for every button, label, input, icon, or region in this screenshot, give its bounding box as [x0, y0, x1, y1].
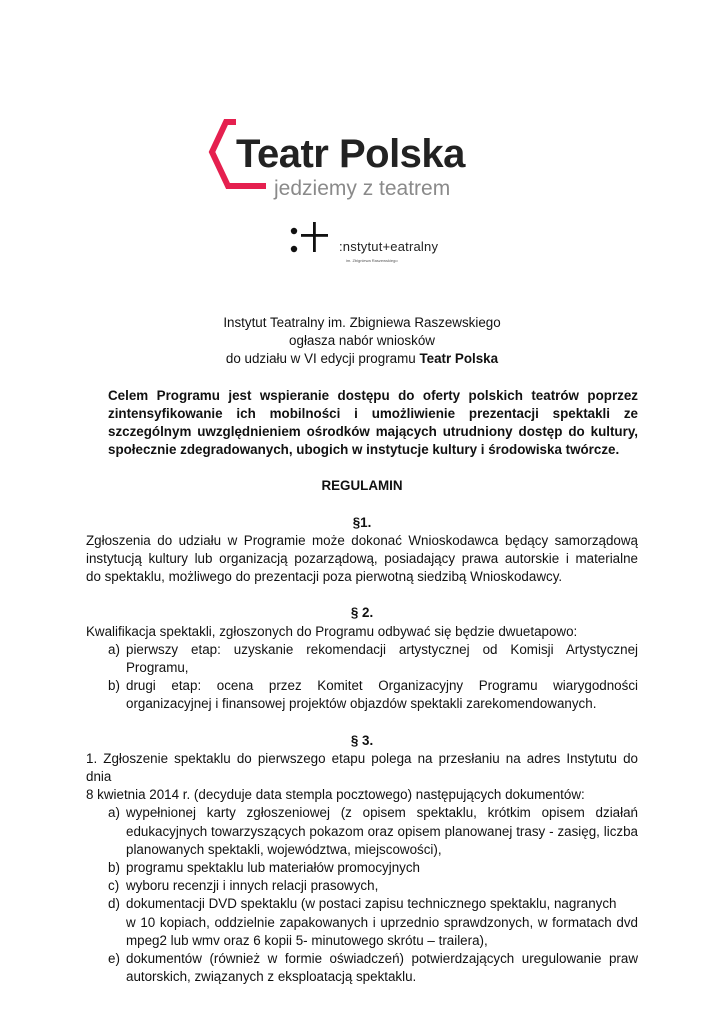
section-1-line-2: instytucją kultury lub organizacją pozarządową, posiadający prawa autorskie i materialne [86, 551, 638, 567]
section-1-line-1: Zgłoszenia do udziału w Programie może dokonać Wnioskodawca będący samorządową [86, 532, 638, 548]
regulamin-heading: REGULAMIN [321, 478, 403, 494]
section-1-heading: §1. [352, 514, 372, 530]
instytut-sub: im. Zbigniewa Raszewskiego [346, 258, 398, 263]
list-marker: d) [108, 896, 120, 912]
header-line-2: ogłasza nabór wniosków [289, 333, 435, 349]
list-item [86, 859, 638, 877]
instytut-teatralny-logo [284, 214, 484, 264]
list-item [86, 677, 638, 713]
section-3-list [86, 804, 638, 986]
list-item [86, 804, 638, 859]
list-item-text: programu spektaklu lub materiałów promocyjnych [126, 860, 420, 876]
header-line-3-prefix: do udziału w VI edycji programu [225, 351, 420, 367]
list-item [86, 950, 638, 986]
section-2-list [86, 641, 638, 714]
document-body [86, 314, 638, 987]
logo-subtitle: jedziemy z teatrem [274, 177, 451, 200]
list-marker: c) [108, 878, 120, 894]
list-item-text-line-1: dokumentacji DVD spektaklu (w postaci zapisu technicznego spektaklu, nagranych [126, 896, 617, 912]
section-2-intro: Kwalifikacja spektakli, zgłoszonych do Programu odbywać się będzie dwuetapowo: [86, 623, 578, 639]
teatr-polska-logo [206, 112, 506, 208]
list-marker: b) [108, 678, 120, 694]
list-item-text: wypełnionej karty zgłoszeniowej (z opisem spektaklu, krótkim opisem działań edukacyjnych towarzyszących pokazom oraz opisem planowanej trasy - zasięg, liczba planowanych spektakli, województwa, miejscowości), [126, 805, 638, 857]
instytut-name: :nstytut+eatralny [339, 239, 439, 254]
list-item-text-rest: w 10 kopiach, oddzielnie zapakowanych i uprzednio sprawdzonych, w formatach dvd mpeg2 lub wmv oraz 6 kopii 5- minutowego skrótu – trailera), [126, 914, 638, 948]
list-marker: a) [108, 805, 120, 821]
list-item [86, 895, 638, 950]
section-3-intro-line-2: 8 kwietnia 2014 r. (decyduje data stempla pocztowego) następujących dokumentów: [86, 787, 585, 803]
header-line-1: Instytut Teatralny im. Zbigniewa Raszewskiego [223, 315, 501, 330]
header-line-3 [86, 350, 638, 368]
logo-title: Teatr Polska [236, 132, 465, 176]
list-marker: a) [108, 641, 120, 657]
section-3-heading: § 3. [350, 732, 374, 748]
section-3-intro-line-1: 1. Zgłoszenie spektaklu do pierwszego etapu polega na przesłaniu na adres Instytutu do dnia [86, 750, 638, 785]
list-item-text: wyboru recenzji i innych relacji prasowych, [126, 878, 379, 894]
list-item-text: pierwszy etap: uzyskanie rekomendacji artystycznej od Komisji Artystycznej Programu, [126, 641, 638, 676]
list-item-text: drugi etap: ocena przez Komitet Organizacyjny Programu wiarygodności organizacyjnej i finansowej projektów objazdów spektakli zarekomendowanych. [126, 678, 638, 712]
list-item [86, 641, 638, 677]
program-name: Teatr Polska [419, 351, 499, 367]
list-marker: b) [108, 860, 120, 876]
list-marker: e) [108, 951, 120, 967]
list-item [86, 877, 638, 895]
section-2-heading: § 2. [350, 605, 374, 621]
instytut-mark-icon [284, 214, 334, 264]
section-1-line-3: do spektaklu, możliwego do prezentacji poza pierwotną siedzibą Wnioskodawcy. [86, 569, 563, 585]
list-item-text: dokumentów (również w formie oświadczeń) potwierdzających uregulowanie praw autorskich, związanych z eksploatacją spektaklu. [126, 951, 638, 985]
lead-paragraph: Celem Programu jest wspieranie dostępu do oferty polskich teatrów poprzez zintensyfikowanie ich mobilności i umożliwienie prezentacji spektakli ze szczególnym uwzględnieniem ośrodków mających utrudniony dostęp do kultury, społecznie zdegradowanych, ubogich w instytucje kultury i środowiska twórcze. [108, 387, 638, 458]
